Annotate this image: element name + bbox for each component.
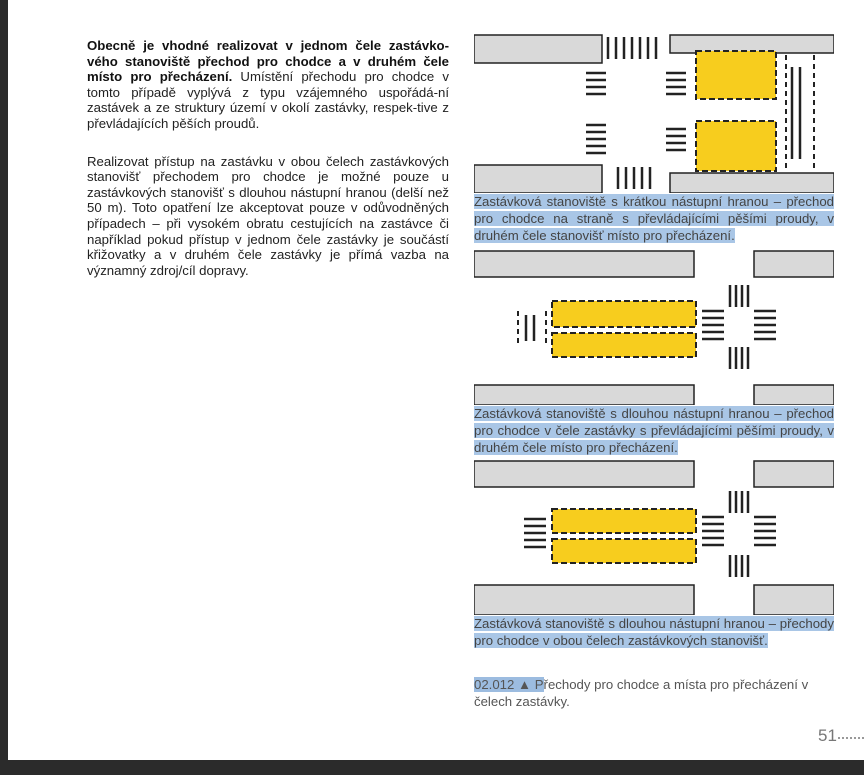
- paragraph-1: [87, 38, 449, 132]
- triangle-marker-icon: ▲: [518, 677, 532, 692]
- figure-number: [474, 677, 544, 692]
- paragraph-1-bold: Obecně je vhodné realizovat v jednom čele zastávko-vého stanoviště přechod pro chodce a v druhém čele místo pro přecházení.: [87, 38, 449, 85]
- figure-main-caption: [474, 676, 836, 710]
- figure-2: [474, 245, 834, 456]
- diagram-long-platform-two-crossings: [474, 455, 834, 615]
- viewer-bottom-bar: [0, 760, 864, 775]
- diagram-long-platform-one-crossing: [474, 245, 834, 405]
- body-text-column: [87, 38, 449, 300]
- page-number-dots: [838, 737, 864, 741]
- figure-3: [474, 455, 834, 649]
- diagram-short-platform: [474, 33, 834, 193]
- figure-3-caption: [474, 615, 834, 649]
- page-number: 51: [818, 726, 837, 745]
- figure-1-caption-text: Zastávková stanoviště s krátkou nástupní hranou – přechod pro chodce na straně s převládajícími pěšími proudy, v druhém čele stanovišť místo pro přecházení.: [474, 194, 834, 243]
- figure-1: [474, 33, 834, 244]
- caption-first-letter: P: [534, 677, 544, 692]
- paragraph-1-rest: Umístění přechodu pro chodce v tomto případě vyplývá z typu vzájemného uspořádá-ní zastávek a ze struktury území v okolí zastávky, respek-tive z převládajících pěších proudů.: [87, 69, 449, 131]
- paragraph-2: Realizovat přístup na zastávku v obou čelech zastávkových stanovišť přechodem pro chodce je možné pouze u zastávkových stanovišť s dlouhou nástupní hranou (delší než 50 m). Toto opatření lze akceptovat pouze v odůvodněných případech – při vysokém obratu cestujících na zastávce či například pokud přístup v jednom čele zastávky je součástí křižovatky a v druhém čele zastávky je přímá vazba na významný zdroj/cíl dopravy.: [87, 153, 449, 278]
- figure-main-caption-text: řechody pro chodce a místa pro přecházení v čelech zastávky.: [474, 677, 809, 709]
- figure-1-caption: [474, 193, 834, 244]
- figure-2-caption: [474, 405, 834, 456]
- figure-number-text: 02.012: [474, 677, 515, 692]
- viewer-left-border: [0, 0, 8, 760]
- figure-2-caption-text: Zastávková stanoviště s dlouhou nástupní hranou – přechod pro chodce v čele zastávky s převládajícími pěšími proudy, v druhém čele místo pro přecházení.: [474, 406, 834, 455]
- figure-3-caption-text: Zastávková stanoviště s dlouhou nástupní hranou – přechody pro chodce v obou čelech zastávkových stanovišť.: [474, 616, 834, 648]
